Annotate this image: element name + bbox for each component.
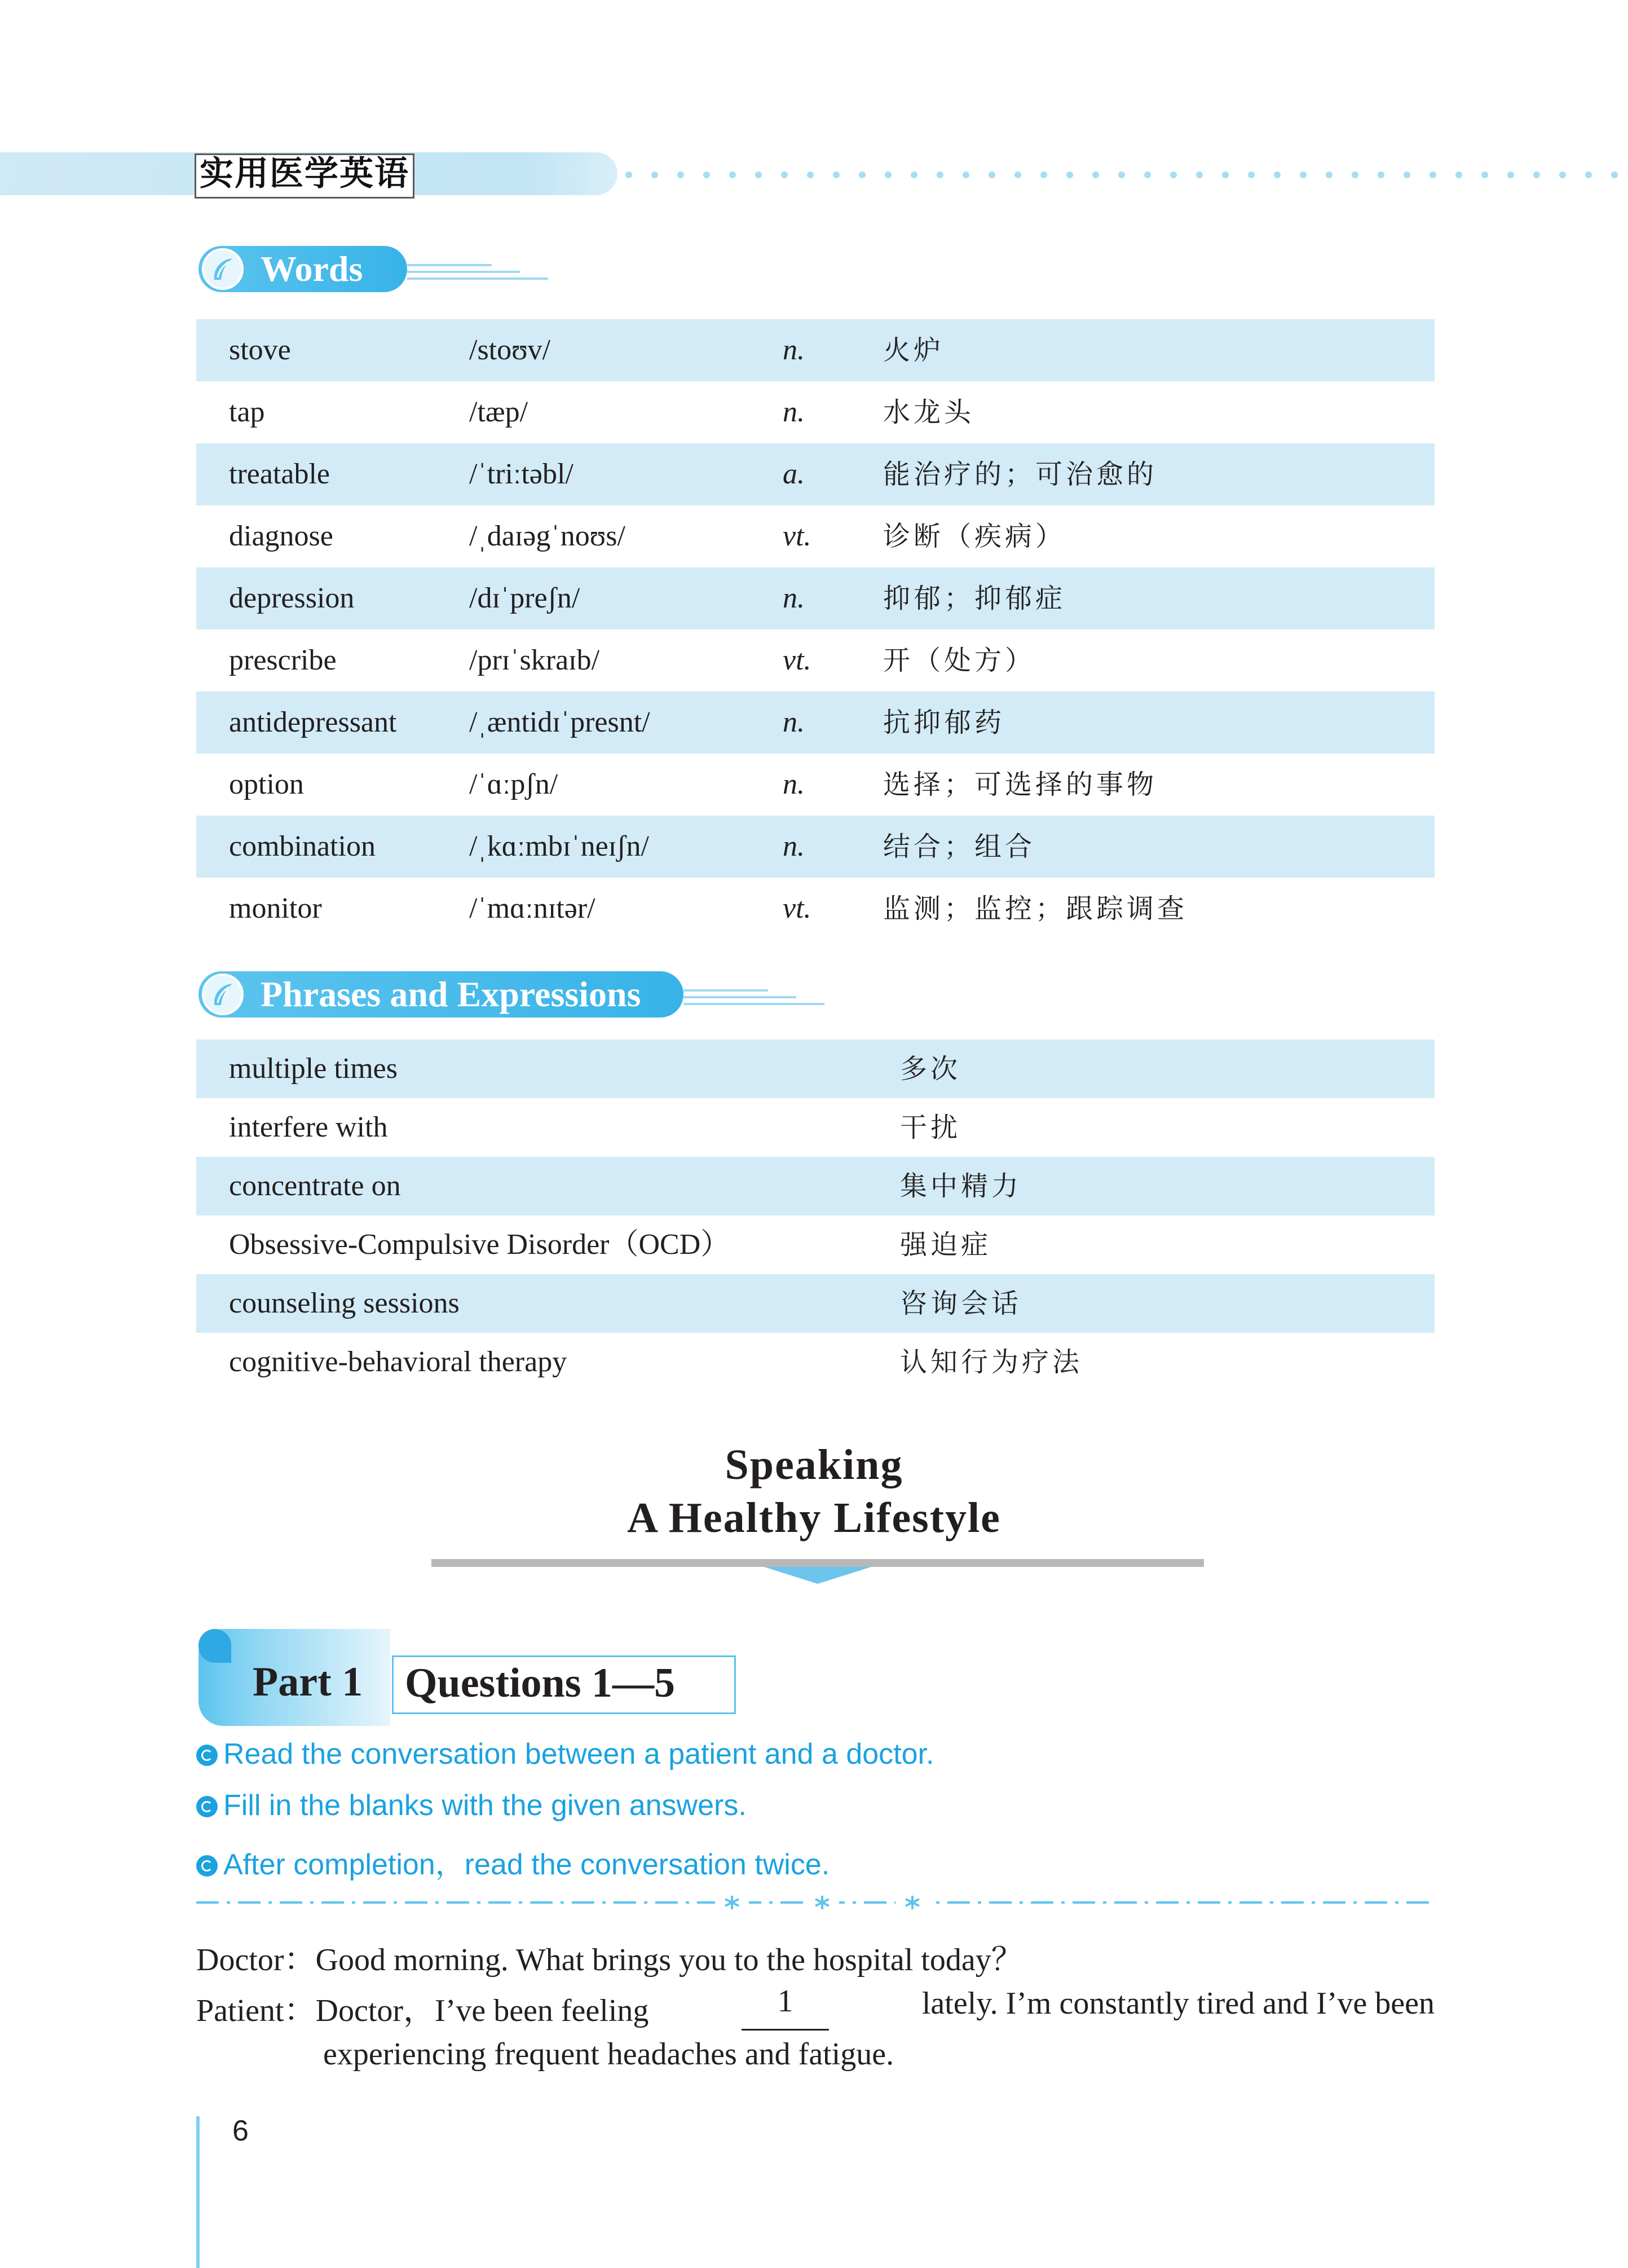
phrase-meaning: 集中精力 xyxy=(900,1170,1022,1202)
phrase-meaning: 认知行为疗法 xyxy=(900,1346,1083,1378)
part-label: Part 1 xyxy=(253,1659,363,1705)
header-dot xyxy=(651,171,658,178)
header-dot xyxy=(1274,171,1281,178)
phrase-meaning: 多次 xyxy=(900,1053,961,1085)
phrase-meaning: 强迫症 xyxy=(900,1229,992,1261)
word-pos: n. xyxy=(783,582,805,614)
instruction-item: Read the conversation between a patient and a doctor. xyxy=(196,1737,934,1771)
header-dot xyxy=(885,171,892,178)
word-text: treatable xyxy=(229,458,330,490)
word-pos: vt. xyxy=(783,644,811,676)
circle-arrow-icon xyxy=(196,1796,218,1817)
page-margin-line xyxy=(196,2116,200,2268)
words-table xyxy=(196,319,1435,940)
speaking-subtitle: A Healthy Lifestyle xyxy=(627,1494,1001,1542)
word-row xyxy=(196,567,1435,629)
answer-blank[interactable]: 1 xyxy=(742,1985,829,2031)
header-dotted-line xyxy=(617,164,1621,186)
phrases-heading-label: Phrases and Expressions xyxy=(261,974,641,1014)
header-dot xyxy=(937,171,943,178)
word-meaning: 结合；组合 xyxy=(883,831,1036,862)
word-phonetic: /tæp/ xyxy=(469,396,528,428)
heading-decor-lines xyxy=(407,262,548,284)
word-text: combination xyxy=(229,830,376,862)
instruction-item: After completion，read the conversation twice. xyxy=(196,1840,830,1883)
dash-divider xyxy=(196,1894,1435,1911)
scroll-curl xyxy=(198,1629,231,1663)
header-dot xyxy=(1326,171,1333,178)
phrase-meaning: 干扰 xyxy=(900,1112,961,1143)
word-phonetic: /ˌdaɪəgˈnoʊs/ xyxy=(469,520,625,552)
dialogue-patient-continuation: experiencing frequent headaches and fatigue. xyxy=(323,2037,894,2072)
word-row xyxy=(196,816,1435,878)
phrase-row xyxy=(196,1216,1435,1274)
word-row xyxy=(196,754,1435,816)
word-meaning: 火炉 xyxy=(883,334,945,366)
header-dot xyxy=(1507,171,1514,178)
header-dot xyxy=(1585,171,1592,178)
phrase-meaning: 咨询会话 xyxy=(900,1288,1022,1319)
word-pos: n. xyxy=(783,396,805,428)
word-text: antidepressant xyxy=(229,706,397,738)
dialogue-doctor-line: Doctor：Good morning. What brings you to the hospital today？ xyxy=(196,1943,1023,1978)
word-phonetic: /ˈmɑːnɪtər/ xyxy=(469,892,595,924)
header-dot xyxy=(1066,171,1073,178)
word-row xyxy=(196,381,1435,443)
word-pos: a. xyxy=(783,458,805,490)
header-dot xyxy=(677,171,684,178)
word-meaning: 开（处方） xyxy=(883,645,1036,676)
word-pos: n. xyxy=(783,706,805,738)
header-dot xyxy=(1118,171,1125,178)
header-dot xyxy=(1378,171,1384,178)
header-dot xyxy=(1533,171,1540,178)
header-dot xyxy=(781,171,788,178)
word-pos: n. xyxy=(783,334,805,366)
header-dot xyxy=(911,171,917,178)
header-dot xyxy=(729,171,736,178)
header-dot xyxy=(703,171,710,178)
word-pos: vt. xyxy=(783,520,811,552)
phrase-text: multiple times xyxy=(229,1052,398,1085)
book-title: 实用医学英语 xyxy=(195,153,414,199)
word-phonetic: /ˈtriːtəbl/ xyxy=(469,458,573,490)
word-row xyxy=(196,878,1435,940)
word-text: option xyxy=(229,768,304,800)
header-dot xyxy=(833,171,840,178)
phrase-text: cognitive-behavioral therapy xyxy=(229,1346,567,1378)
word-phonetic: /stoʊv/ xyxy=(469,334,551,366)
header-dot xyxy=(1352,171,1358,178)
word-row xyxy=(196,629,1435,692)
header-dot xyxy=(963,171,969,178)
header-dot xyxy=(1300,171,1307,178)
heading-decor-lines xyxy=(683,987,824,1010)
header-dot xyxy=(859,171,866,178)
word-phonetic: /ˈɑːpʃn/ xyxy=(469,768,558,800)
phrases-section-heading xyxy=(198,971,824,1022)
title-triangle xyxy=(764,1567,871,1584)
phrase-row xyxy=(196,1040,1435,1098)
word-text: stove xyxy=(229,334,291,366)
header-dot xyxy=(755,171,762,178)
word-phonetic: /prɪˈskraɪb/ xyxy=(469,644,600,676)
word-text: prescribe xyxy=(229,644,337,676)
phrase-row xyxy=(196,1274,1435,1333)
word-row xyxy=(196,443,1435,505)
word-text: monitor xyxy=(229,892,322,924)
phrase-text: counseling sessions xyxy=(229,1287,460,1319)
phrase-row xyxy=(196,1098,1435,1157)
header-dot xyxy=(1559,171,1566,178)
word-text: tap xyxy=(229,396,265,428)
word-pos: vt. xyxy=(783,892,811,924)
page-number: 6 xyxy=(232,2115,249,2147)
phrase-text: interfere with xyxy=(229,1111,388,1143)
header-dot xyxy=(1248,171,1255,178)
header-dot xyxy=(1196,171,1203,178)
header-dot xyxy=(1481,171,1488,178)
word-meaning: 抑郁；抑郁症 xyxy=(883,583,1066,614)
header-dot xyxy=(625,171,632,178)
phrase-text: Obsessive-Compulsive Disorder（OCD） xyxy=(229,1228,730,1261)
header-dot xyxy=(1222,171,1229,178)
header-dot xyxy=(1014,171,1021,178)
speaking-title: Speaking xyxy=(725,1441,903,1488)
word-meaning: 选择；可选择的事物 xyxy=(883,769,1158,800)
word-row xyxy=(196,319,1435,381)
leaf-icon xyxy=(202,248,244,290)
words-section-heading xyxy=(198,246,548,297)
word-text: depression xyxy=(229,582,355,614)
word-phonetic: /dɪˈpreʃn/ xyxy=(469,582,580,614)
header-dot xyxy=(1611,171,1618,178)
word-text: diagnose xyxy=(229,520,333,552)
phrase-row xyxy=(196,1333,1435,1391)
word-row xyxy=(196,505,1435,567)
header-dot xyxy=(1170,171,1177,178)
header-dot xyxy=(1144,171,1151,178)
word-meaning: 诊断（疾病） xyxy=(883,521,1066,552)
phrases-table xyxy=(196,1040,1435,1391)
word-meaning: 监测；监控；跟踪调查 xyxy=(883,893,1188,924)
title-rule xyxy=(431,1559,1204,1567)
speaker-doctor: Doctor： xyxy=(196,1943,316,1978)
header-dot xyxy=(1404,171,1410,178)
instruction-item: Fill in the blanks with the given answers. xyxy=(196,1789,747,1822)
word-meaning: 能治疗的；可治愈的 xyxy=(883,459,1158,490)
header-dot xyxy=(989,171,995,178)
dialogue-patient-line: Patient：Doctor，I’ve been feeling 1 lately. I’m constantly tired and I’ve been xyxy=(196,1985,1435,2031)
leaf-icon xyxy=(202,974,244,1015)
words-heading-label: Words xyxy=(261,249,363,289)
phrase-text: concentrate on xyxy=(229,1170,401,1202)
header-dot xyxy=(807,171,814,178)
header-dot xyxy=(1430,171,1436,178)
word-meaning: 抗抑郁药 xyxy=(883,707,1005,738)
word-phonetic: /ˌkɑːmbɪˈneɪʃn/ xyxy=(469,830,649,862)
header-dot xyxy=(1092,171,1099,178)
word-pos: n. xyxy=(783,768,805,800)
word-row xyxy=(196,692,1435,754)
word-pos: n. xyxy=(783,830,805,862)
word-phonetic: /ˌæntidɪˈpresnt/ xyxy=(469,706,650,738)
circle-arrow-icon xyxy=(196,1855,218,1877)
speaker-patient: Patient： xyxy=(196,1993,316,2028)
questions-label: Questions 1—5 xyxy=(405,1660,676,1706)
header-dot xyxy=(1455,171,1462,178)
circle-arrow-icon xyxy=(196,1745,218,1766)
word-meaning: 水龙头 xyxy=(883,397,975,428)
header-dot xyxy=(1040,171,1047,178)
phrase-row xyxy=(196,1157,1435,1216)
